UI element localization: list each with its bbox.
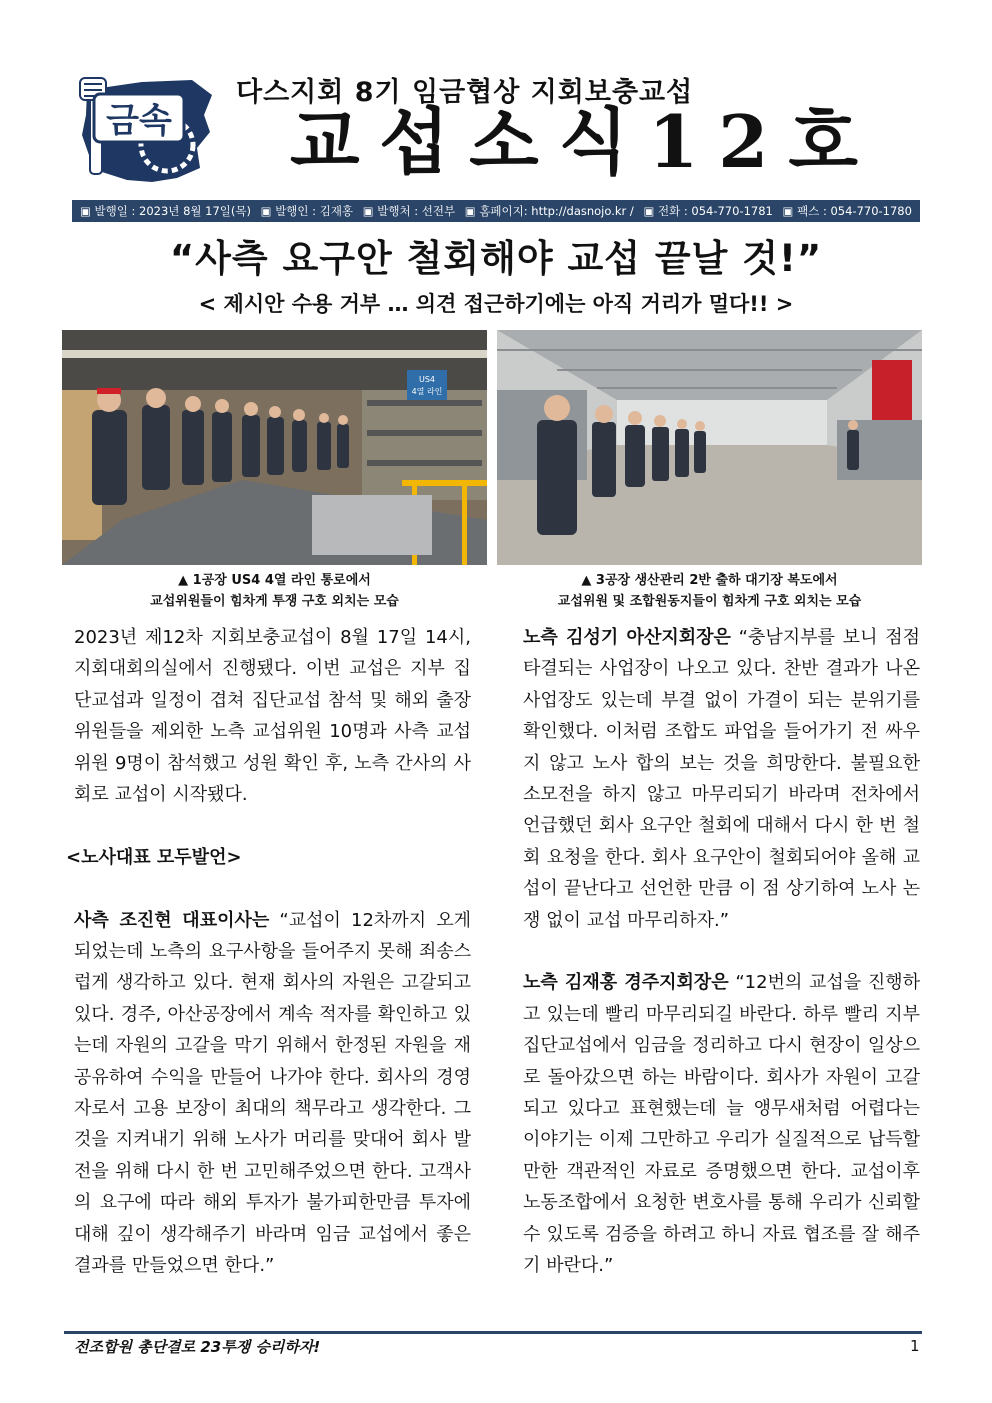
photo-factory-line-rally (62, 330, 487, 565)
svg-text:4열 라인: 4열 라인 (411, 387, 443, 396)
gyeongju-branch-statement (515, 967, 920, 1281)
newsletter-subtitle: 다스지회 8기 임금협상 지회보충교섭 (236, 77, 694, 108)
asan-branch-statement (515, 622, 920, 936)
speaker-text-asan: “충남지부를 보니 점점 타결되는 사업장이 나오고 있다. 찬반 결과가 나온 사업장도 있는데 부결 없이 가결이 되는 분위기를 확인했다. 이처럼 조합도 파업을 들어가기 전 싸우지 않고 노사 합의 보는 것을 희망한다. 불필요한 소모전을 하지 않고 마무리되기 바라며 전차에서 언급했던 회사 요구안 철회에 대해서 다시 한 번 철회 요청을 한다. 회사 요구안이 철회되어야 올해 교섭이 끝난다고 선언한 만큼 이 점 상기하여 노사 논쟁 없이 교섭 마무리하자.” (523, 627, 920, 931)
speaker-text-ceo: “교섭이 12차까지 오게 되었는데 노측의 요구사항을 들어주지 못해 죄송스럽게 생각하고 있다. 현재 회사의 자원은 고갈되고 있다. 경주, 아산공장에서 계속 적자를 확인하고 있는데 자원의 고갈을 막기 위해서 한정된 자원을 재 공유하여 수익을 만들어 나가야 한다. 회사의 경영자로서 고용 보장이 최대의 책무라고 생각한다. 그것을 지켜내기 위해 노사가 머리를 맞대어 회사 발전을 위해 다시 한 번 고민해주었으면 한다. 고객사의 요구에 따라 해외 투자가 불가피한만큼 투자에 대해 깊이 생각해주기 바라며 임금 교섭에서 좋은 결과를 만들었으면 한다.” (74, 909, 471, 1277)
newsletter-title: 교섭소식12호 (290, 99, 878, 184)
svg-text:US4: US4 (418, 375, 436, 384)
logo-text: 금속 (106, 101, 172, 141)
article-left-column (66, 622, 471, 1282)
caption-left-line1: ▲ 1공장 US4 4열 라인 통로에서 (178, 573, 371, 588)
ceo-statement (66, 905, 471, 1282)
homepage-url[interactable]: ▣ 홈페이지: http://dasnojo.kr / (464, 204, 634, 218)
caption-left-line2: 교섭위원들이 힘차게 투쟁 구호 외치는 모습 (150, 594, 399, 609)
caption-right-line2: 교섭위원 및 조합원동지들이 힘차게 구호 외치는 모습 (557, 594, 862, 609)
article-right-column (515, 622, 920, 1282)
publication-info-bar (72, 200, 920, 222)
speaker-name-ceo: 사측 조진현 대표이사는 (74, 909, 270, 931)
photo-caption-left (62, 570, 487, 612)
footer-slogan: 전조합원 총단결로 23투쟁 승리하자! (74, 1338, 321, 1356)
page-number: 1 (910, 1337, 920, 1355)
footer-divider (64, 1331, 922, 1334)
section-heading: <노사대표 모두발언> (66, 846, 242, 868)
caption-right-line1: ▲ 3공장 생산관리 2반 출하 대기장 복도에서 (581, 573, 838, 588)
fax-number: ▣ 팩스 : 054-770-1780 (782, 204, 912, 218)
speaker-text-gyeongju: “12번의 교섭을 진행하고 있는데 빨리 마무리되길 바란다. 하루 빨리 지부집단교섭에서 임금을 정리하고 다시 현장이 일상으로 돌아갔으면 하는 바람이다. 회사가 자원이 고갈되고 있다고 표현했는데 늘 앵무새처럼 어렵다는 이야기는 이제 그만하고 우리가 실질적으로 납득할만한 객관적인 자료로 증명했으면 한다. 교섭이후 노동조합에서 요청한 변호사를 통해 우리가 신뢰할 수 있도록 검증을 하려고 하니 자료 협조를 잘 해주기 바란다.” (523, 972, 920, 1277)
union-logo (72, 70, 222, 190)
speaker-name-asan: 노측 김성기 아산지회장은 (523, 627, 731, 648)
photo-warehouse-corridor-rally (497, 330, 922, 565)
subheadline: < 제시안 수용 거부 … 의견 접근하기에는 아직 거리가 멀다!! > (198, 292, 794, 316)
phone-number: ▣ 전화 : 054-770-1781 (643, 204, 773, 218)
publish-date: ▣ 발행일 : 2023년 8월 17일(목) (80, 204, 251, 218)
issuing-department: ▣ 발행처 : 선전부 (362, 204, 456, 218)
article-intro: 2023년 제12차 지회보충교섭이 8월 17일 14시, 지회대회의실에서 진행됐다. 이번 교섭은 지부 집단교섭과 일정이 겹쳐 집단교섭 참석 및 해외 출장 위원들을 제외한 노측 교섭위원 10명과 사측 교섭위원 9명이 참석했고 성원 확인 후, 노측 간사의 사회로 교섭이 시작됐다. (74, 627, 471, 806)
publisher: ▣ 발행인 : 김재홍 (260, 204, 354, 218)
speaker-name-gyeongju: 노측 김재홍 경주지회장은 (523, 972, 729, 994)
headline: “사측 요구안 철회해야 교섭 끝날 것!” (169, 237, 823, 280)
photo-caption-right (497, 570, 922, 612)
